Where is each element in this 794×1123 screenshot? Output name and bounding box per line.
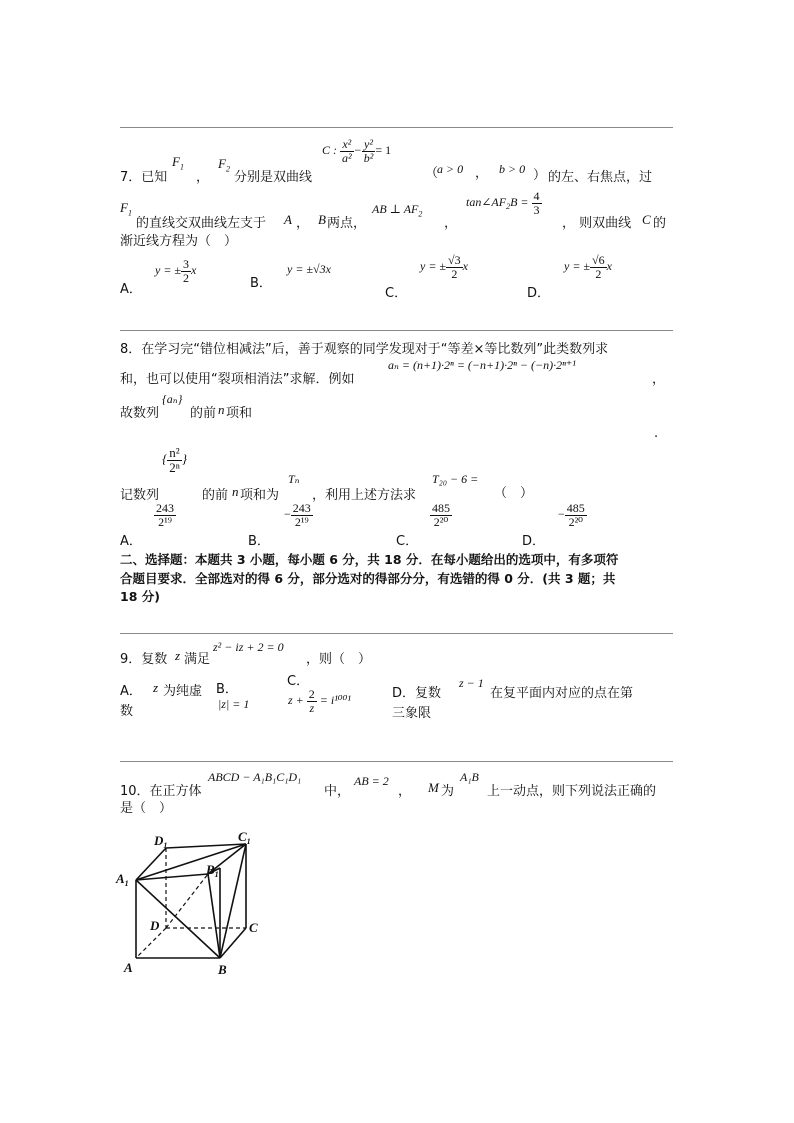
- option-A[interactable]: A．: [120, 684, 142, 699]
- q7-F1: $F_1$: [172, 154, 184, 172]
- option-D[interactable]: D．复数: [392, 686, 442, 701]
- divider: [120, 127, 673, 128]
- option-B[interactable]: B．: [248, 534, 270, 549]
- q7-number: 7．已知: [120, 170, 168, 185]
- option-D[interactable]: D．: [527, 286, 551, 301]
- divider: [120, 633, 673, 634]
- label-C1: $C_1$: [238, 829, 251, 846]
- label-A1: $A_1$: [116, 871, 129, 888]
- option-C[interactable]: C．: [385, 286, 408, 301]
- q7-F1-line2: $F_1$: [120, 200, 132, 218]
- cube-edges: [136, 844, 246, 958]
- label-A: A: [124, 960, 133, 975]
- sequence-fraction: { $\frac{\text{n²}}{\text{2ⁿ}}$ }: [162, 445, 188, 475]
- option-A[interactable]: A．: [120, 282, 142, 297]
- cube-diagram: [112, 828, 272, 978]
- label-B1: $B_1$: [206, 862, 219, 879]
- q7-F2: $F_2$: [218, 156, 230, 174]
- hidden-edges: [136, 848, 246, 958]
- perpendicular-condition: AB ⊥ $AF_2$: [372, 202, 423, 219]
- option-C[interactable]: C．: [396, 534, 419, 549]
- q9-equation: z² − iz + 2 = 0: [213, 640, 284, 654]
- option-A[interactable]: A．: [120, 534, 142, 549]
- cube-name: ABCD − A₁B₁C₁D₁: [208, 770, 302, 784]
- option-B[interactable]: B．: [250, 276, 272, 291]
- option-B[interactable]: B．: [216, 682, 238, 697]
- label-D1: $D_1$: [154, 833, 168, 850]
- option-D[interactable]: D．: [522, 534, 546, 549]
- label-D: D: [150, 918, 160, 933]
- label-B: B: [218, 962, 227, 977]
- divider: [120, 330, 673, 331]
- example-formula: aₙ = (n+1)·2ⁿ = (−n+1)·2ⁿ − (−n)·2ⁿ⁺¹: [388, 358, 576, 372]
- option-C[interactable]: C．: [287, 674, 310, 689]
- divider: [120, 761, 673, 762]
- label-C: C: [249, 920, 258, 935]
- tan-condition: $\tan\angle AF_2B$ = $\frac{4}{3}$: [466, 189, 540, 217]
- hyperbola-equation: C : $\frac{\text{x²}}{\text{a²}}$ − $\frac{\text{y²}}{\text{b²}}$ = 1: [322, 137, 392, 165]
